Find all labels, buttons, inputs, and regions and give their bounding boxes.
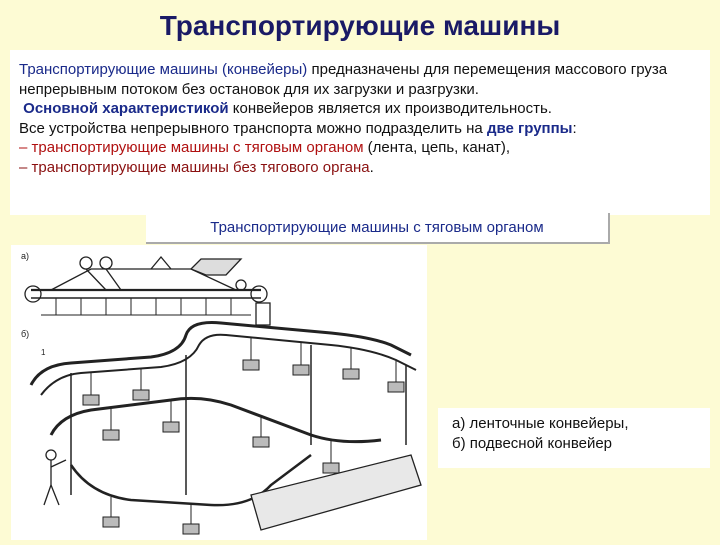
- group1-note: (лента, цепь, канат),: [363, 139, 511, 157]
- belt-idler: [236, 280, 246, 290]
- intro-rest: предназначены для перемещения массового груза непрерывным потоком без остановок для их загрузки и разгрузки.: [19, 61, 668, 98]
- tension-drum-2: [100, 257, 112, 269]
- belt-drum-left: [25, 286, 41, 302]
- group2-item: [19, 158, 709, 178]
- groups-highlight: две группы: [486, 119, 573, 137]
- groups-prefix: Все устройства непрерывного транспорта можно подразделить на: [19, 119, 487, 137]
- caption-box: [438, 408, 710, 468]
- belt-drive-unit: [256, 303, 270, 325]
- tripper: [151, 257, 171, 269]
- characteristic-paragraph: [19, 99, 709, 119]
- overhead-track-front: [51, 398, 381, 441]
- group1-item: [19, 138, 709, 158]
- label-a: а): [21, 251, 30, 261]
- groups-suffix: :: [572, 119, 577, 137]
- characteristic-term: Основной характеристикой: [23, 100, 229, 118]
- intro-paragraph: [19, 60, 709, 99]
- groups-paragraph: [19, 119, 709, 139]
- caption-line-a: а) ленточные конвейеры,: [452, 415, 629, 432]
- text-body: [19, 60, 709, 178]
- intro-term: Транспортирующие машины (конвейеры): [19, 61, 308, 78]
- hanging-carriers: [83, 338, 404, 534]
- tension-drum-1: [80, 257, 92, 269]
- conveyor-drawing: [11, 245, 427, 540]
- group1-text: – транспортирующие машины с тяговым органом: [19, 139, 364, 157]
- belt-supports: [41, 298, 251, 315]
- caption-line-b: б) подвесной конвейер: [452, 435, 613, 452]
- characteristic-rest: конвейеров является их производительность.: [228, 100, 552, 118]
- belt-drum-right: [251, 286, 267, 302]
- group2-text: – транспортирующие машины без тягового органа: [19, 158, 370, 176]
- tension-belt: [86, 269, 121, 290]
- worker-figure: [44, 450, 66, 505]
- hopper: [191, 259, 241, 275]
- figure-subtitle: Транспортирующие машины с тяговым органом: [146, 213, 610, 244]
- conveyor-illustration: [11, 245, 427, 540]
- slide-title: Транспортирующие машины: [159, 10, 561, 41]
- overhead-track-rail: [41, 335, 416, 395]
- group2-end: .: [369, 158, 374, 176]
- label-1: 1: [41, 348, 46, 357]
- label-b: б): [21, 329, 30, 339]
